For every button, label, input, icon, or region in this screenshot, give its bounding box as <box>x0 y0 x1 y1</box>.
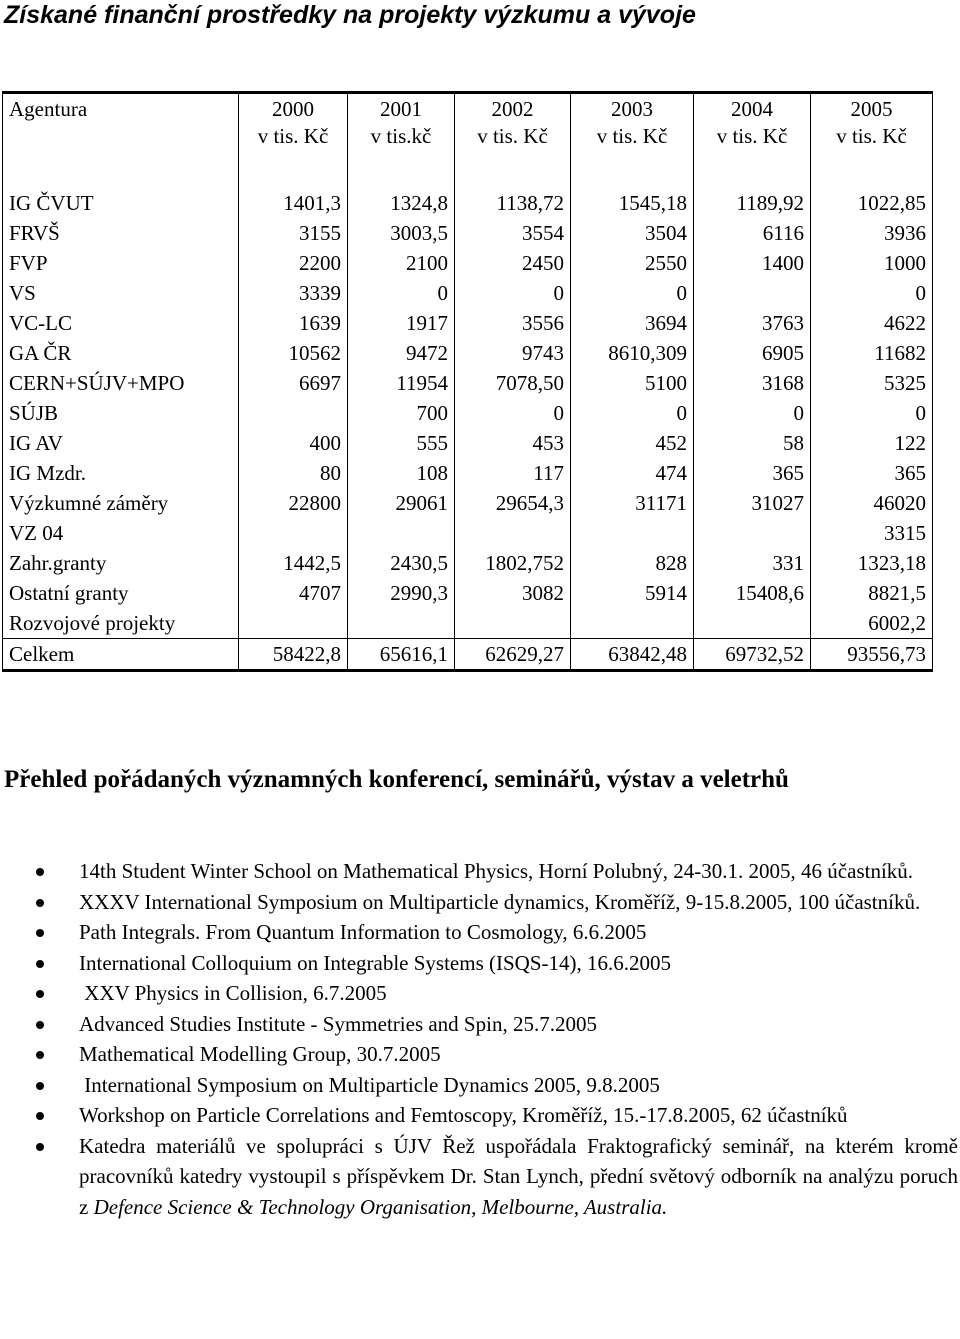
amount-cell: 6697 <box>239 368 348 398</box>
table-row <box>3 548 933 578</box>
amount-cell: 3936 <box>811 218 933 248</box>
amount-cell: 5325 <box>811 368 933 398</box>
empty-cell <box>694 156 811 188</box>
header-unit: v tis. Kč <box>716 124 788 148</box>
conference-text: Workshop on Particle Correlations and Femtoscopy, Kroměříž, 15.-17.8.2005, 62 účastníků <box>79 1103 848 1127</box>
header-year <box>694 93 811 157</box>
list-item <box>0 917 958 948</box>
list-item <box>0 1070 958 1101</box>
amount-cell <box>455 518 571 548</box>
conference-text: XXXV International Symposium on Multiparticle dynamics, Kroměříž, 9-15.8.2005, 100 účastníků. <box>79 889 921 914</box>
table-total-row <box>3 639 933 671</box>
conference-text: Mathematical Modelling Group, 30.7.2005 <box>79 1042 441 1066</box>
amount-cell: 1400 <box>694 248 811 278</box>
agency-name: Zahr.granty <box>3 548 239 578</box>
amount-cell: 22800 <box>239 488 348 518</box>
bullet-icon <box>36 868 44 876</box>
amount-cell <box>455 608 571 639</box>
agency-name: SÚJB <box>3 398 239 428</box>
amount-cell: 0 <box>811 398 933 428</box>
amount-cell: 3155 <box>239 218 348 248</box>
table-row <box>3 488 933 518</box>
agency-name: IG AV <box>3 428 239 458</box>
amount-cell: 2450 <box>455 248 571 278</box>
amount-cell <box>348 608 455 639</box>
header-label: 2005 <box>850 97 893 121</box>
amount-cell: 7078,50 <box>455 368 571 398</box>
agency-name: VS <box>3 278 239 308</box>
amount-cell: 122 <box>811 428 933 458</box>
amount-cell: 80 <box>239 458 348 488</box>
header-unit: v tis. Kč <box>257 124 329 148</box>
total-amount: 58422,8 <box>239 639 348 671</box>
amount-cell: 29061 <box>348 488 455 518</box>
conferences-list <box>0 856 958 1222</box>
amount-cell: 1639 <box>239 308 348 338</box>
header-year <box>571 93 694 157</box>
list-item <box>0 1131 958 1223</box>
bullet-icon <box>36 990 44 998</box>
table-row <box>3 458 933 488</box>
header-label: 2002 <box>491 97 534 121</box>
header-agentura <box>3 93 239 157</box>
agency-name: GA ČR <box>3 338 239 368</box>
table-row <box>3 398 933 428</box>
agency-name: VZ 04 <box>3 518 239 548</box>
header-unit: v tis.kč <box>370 124 432 148</box>
agency-name: IG ČVUT <box>3 188 239 218</box>
conference-text: International Symposium on Multiparticle Dynamics 2005, 9.8.2005 <box>79 1072 660 1097</box>
amount-cell <box>571 518 694 548</box>
amount-cell: 555 <box>348 428 455 458</box>
amount-cell: 6002,2 <box>811 608 933 639</box>
bullet-icon <box>36 960 44 968</box>
amount-cell: 365 <box>811 458 933 488</box>
total-label: Celkem <box>3 639 239 671</box>
amount-cell: 1138,72 <box>455 188 571 218</box>
header-unit: v tis. Kč <box>596 124 668 148</box>
table-spacer-row <box>3 156 933 188</box>
seminar-text: Katedra materiálů ve spolupráci s ÚJV Řež uspořádala Fraktografický seminář, na kterém kromě pracovníků katedry vystoupil s příspěvkem Dr. Stan Lynch, přední světový odborník na analýzu poruch z <box>79 1133 958 1219</box>
amount-cell: 1545,18 <box>571 188 694 218</box>
bullet-icon <box>36 1051 44 1059</box>
table-row <box>3 308 933 338</box>
amount-cell: 6116 <box>694 218 811 248</box>
table-header-row <box>3 93 933 157</box>
amount-cell: 3763 <box>694 308 811 338</box>
header-label: 2004 <box>731 97 773 121</box>
list-item <box>0 978 958 1009</box>
agency-name: Výzkumné záměry <box>3 488 239 518</box>
amount-cell: 1442,5 <box>239 548 348 578</box>
total-amount: 65616,1 <box>348 639 455 671</box>
amount-cell: 9743 <box>455 338 571 368</box>
empty-cell <box>239 156 348 188</box>
bullet-icon <box>36 899 44 907</box>
amount-cell: 453 <box>455 428 571 458</box>
amount-cell: 331 <box>694 548 811 578</box>
table-row <box>3 278 933 308</box>
amount-cell: 3003,5 <box>348 218 455 248</box>
amount-cell: 3082 <box>455 578 571 608</box>
header-label: Agentura <box>9 97 88 121</box>
amount-cell: 365 <box>694 458 811 488</box>
amount-cell: 828 <box>571 548 694 578</box>
amount-cell: 108 <box>348 458 455 488</box>
header-label: 2001 <box>380 97 422 121</box>
bullet-icon <box>36 1082 44 1090</box>
empty-cell <box>455 156 571 188</box>
amount-cell: 0 <box>571 278 694 308</box>
amount-cell: 0 <box>348 278 455 308</box>
table-row <box>3 248 933 278</box>
total-amount: 63842,48 <box>571 639 694 671</box>
amount-cell: 400 <box>239 428 348 458</box>
bullet-icon <box>36 1112 44 1120</box>
amount-cell: 31027 <box>694 488 811 518</box>
amount-cell: 11682 <box>811 338 933 368</box>
amount-cell: 2200 <box>239 248 348 278</box>
conference-text: 14th Student Winter School on Mathematical Physics, Horní Polubný, 24-30.1. 2005, 46 účastníků. <box>79 859 914 883</box>
amount-cell <box>239 398 348 428</box>
amount-cell: 3339 <box>239 278 348 308</box>
amount-cell: 15408,6 <box>694 578 811 608</box>
table-row <box>3 578 933 608</box>
amount-cell: 3556 <box>455 308 571 338</box>
table-row <box>3 218 933 248</box>
amount-cell: 0 <box>571 398 694 428</box>
agency-name: CERN+SÚJV+MPO <box>3 368 239 398</box>
amount-cell: 3504 <box>571 218 694 248</box>
empty-cell <box>3 156 239 188</box>
amount-cell: 1802,752 <box>455 548 571 578</box>
list-item <box>0 887 958 918</box>
agency-name: IG Mzdr. <box>3 458 239 488</box>
amount-cell: 0 <box>694 398 811 428</box>
header-year <box>348 93 455 157</box>
amount-cell: 46020 <box>811 488 933 518</box>
header-unit: v tis. Kč <box>477 124 548 148</box>
amount-cell: 4707 <box>239 578 348 608</box>
total-amount: 69732,52 <box>694 639 811 671</box>
header-unit: v tis. Kč <box>836 124 907 148</box>
amount-cell <box>348 518 455 548</box>
header-year <box>455 93 571 157</box>
amount-cell: 474 <box>571 458 694 488</box>
table-row <box>3 518 933 548</box>
finance-table <box>2 91 933 672</box>
amount-cell: 1401,3 <box>239 188 348 218</box>
amount-cell: 452 <box>571 428 694 458</box>
conference-text: Path Integrals. From Quantum Information to Cosmology, 6.6.2005 <box>79 920 647 944</box>
amount-cell: 3554 <box>455 218 571 248</box>
table-row <box>3 338 933 368</box>
header-label: 2000 <box>272 97 314 121</box>
header-year <box>239 93 348 157</box>
amount-cell: 11954 <box>348 368 455 398</box>
conference-text: International Colloquium on Integrable Systems (ISQS-14), 16.6.2005 <box>79 950 672 975</box>
agency-name: Ostatní granty <box>3 578 239 608</box>
amount-cell: 1022,85 <box>811 188 933 218</box>
amount-cell <box>239 518 348 548</box>
agency-name: FVP <box>3 248 239 278</box>
amount-cell: 2990,3 <box>348 578 455 608</box>
list-item <box>0 948 958 979</box>
total-amount: 62629,27 <box>455 639 571 671</box>
amount-cell: 1324,8 <box>348 188 455 218</box>
page-title: Získané finanční prostředky na projekty výzkumu a vývoje <box>4 1 696 29</box>
amount-cell <box>694 278 811 308</box>
agency-name: Rozvojové projekty <box>3 608 239 639</box>
empty-cell <box>348 156 455 188</box>
conference-text: Advanced Studies Institute - Symmetries and Spin, 25.7.2005 <box>79 1011 597 1036</box>
amount-cell: 1917 <box>348 308 455 338</box>
amount-cell: 9472 <box>348 338 455 368</box>
amount-cell: 1189,92 <box>694 188 811 218</box>
amount-cell: 1000 <box>811 248 933 278</box>
amount-cell: 5100 <box>571 368 694 398</box>
organisation-name: Defence Science & Technology Organisation, Melbourne, Australia. <box>93 1194 668 1219</box>
amount-cell: 3315 <box>811 518 933 548</box>
amount-cell: 117 <box>455 458 571 488</box>
amount-cell: 700 <box>348 398 455 428</box>
amount-cell: 5914 <box>571 578 694 608</box>
table-row <box>3 188 933 218</box>
amount-cell: 3694 <box>571 308 694 338</box>
amount-cell: 2550 <box>571 248 694 278</box>
table-row <box>3 608 933 639</box>
list-item <box>0 1009 958 1040</box>
amount-cell <box>239 608 348 639</box>
conferences-heading: Přehled pořádaných významných konferencí, seminářů, výstav a veletrhů <box>4 766 789 793</box>
conference-text: XXV Physics in Collision, 6.7.2005 <box>79 981 387 1005</box>
total-amount: 93556,73 <box>811 639 933 671</box>
table-row <box>3 428 933 458</box>
amount-cell: 58 <box>694 428 811 458</box>
header-label: 2003 <box>611 97 653 121</box>
empty-cell <box>571 156 694 188</box>
amount-cell: 0 <box>811 278 933 308</box>
list-item <box>0 856 958 887</box>
amount-cell: 29654,3 <box>455 488 571 518</box>
amount-cell: 8610,309 <box>571 338 694 368</box>
agency-name: VC-LC <box>3 308 239 338</box>
amount-cell: 8821,5 <box>811 578 933 608</box>
amount-cell: 2100 <box>348 248 455 278</box>
amount-cell <box>694 518 811 548</box>
amount-cell: 0 <box>455 398 571 428</box>
amount-cell: 1323,18 <box>811 548 933 578</box>
bullet-icon <box>36 1021 44 1029</box>
amount-cell <box>694 608 811 639</box>
amount-cell: 10562 <box>239 338 348 368</box>
amount-cell: 2430,5 <box>348 548 455 578</box>
amount-cell: 0 <box>455 278 571 308</box>
bullet-icon <box>36 1143 44 1151</box>
amount-cell: 3168 <box>694 368 811 398</box>
amount-cell: 31171 <box>571 488 694 518</box>
header-year <box>811 93 933 157</box>
table-row <box>3 368 933 398</box>
amount-cell <box>571 608 694 639</box>
list-item <box>0 1039 958 1070</box>
agency-name: FRVŠ <box>3 218 239 248</box>
bullet-icon <box>36 929 44 937</box>
amount-cell: 4622 <box>811 308 933 338</box>
list-item <box>0 1100 958 1131</box>
empty-cell <box>811 156 933 188</box>
amount-cell: 6905 <box>694 338 811 368</box>
